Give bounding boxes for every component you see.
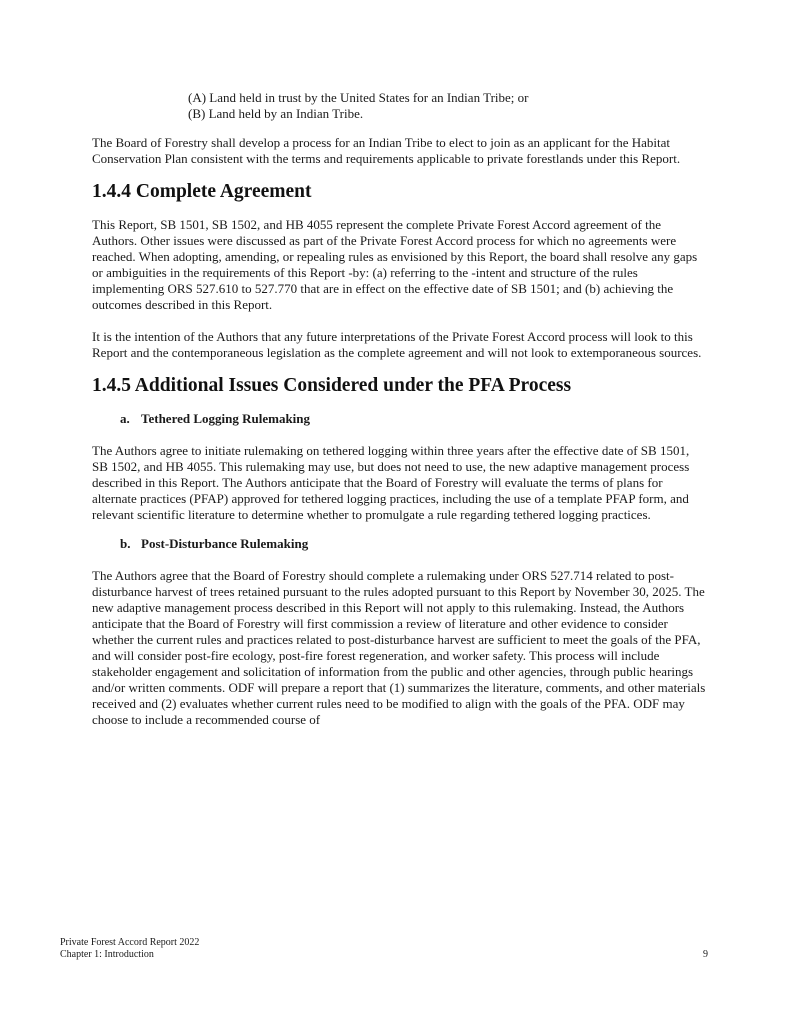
tethered-logging-paragraph: The Authors agree to initiate rulemaking on tethered logging within three years after the effective date of SB 1501, SB 1502, and HB 4055. This rulemaking may use, but does not need to use, the new adaptive management process described in this Report. The Authors anticipate that the Board of Forestry will evaluate the terms of plans for alternate practices (PFAP) approved for tethered logging practices, including the use of a template PFAP form, and relevant scientific literature to determine whether to promulgate a rule regarding tethered logging practices. (92, 443, 690, 522)
list-item: (A) Land held in trust by the United States for an Indian Tribe; or (188, 90, 529, 105)
subsection-letter: a. (120, 411, 130, 426)
document-page (92, 90, 708, 728)
page-number: 9 (703, 949, 708, 960)
complete-agreement-paragraph: This Report, SB 1501, SB 1502, and HB 4055 represent the complete Private Forest Accord agreement of the Authors. Other issues were discussed as part of the Private Forest Accord process for which no agreements were reached. When adopting, amending, or repealing rules as envisioned by this Report, the board shall resolve any gaps or ambiguities in the requirements of this Report -by: (a) referring to the -intent and structure of the rules implementing ORS 527.610 to 527.770 that are in effect on the effective date of SB 1501; and (b) achieving the outcomes described in this Report. (92, 217, 698, 312)
section-heading-additional-issues: 1.4.5 Additional Issues Considered under the PFA Process (92, 375, 572, 396)
list-item: (B) Land held by an Indian Tribe. (188, 106, 364, 121)
subsection-title: Post-Disturbance Rulemaking (141, 536, 309, 551)
section-heading-complete-agreement: 1.4.4 Complete Agreement (92, 181, 312, 202)
footer-report-title: Private Forest Accord Report 2022 (60, 937, 200, 948)
post-disturbance-paragraph: The Authors agree that the Board of Forestry should complete a rulemaking under ORS 527.714 related to post-disturbance harvest of trees retained pursuant to the rules adopted pursuant to this Report by November 30, 2025. The new adaptive management process described in this Report will not apply to this rulemaking. Instead, the Authors anticipate that the Board of Forestry will first commission a review of literature and other evidence to consider whether the current rules and practices related to post-disturbance harvest are sufficient to meet the goals of the PFA, and will consider post-fire ecology, post-fire forest regeneration, and worker safety. This process will include stakeholder engagement and solicitation of information from the public and other agencies, through public hearings and/or written comments. ODF will prepare a report that (1) summarizes the literature, comments, and other materials received and (2) evaluates whether current rules need to be modified to align with the goals of the PFA. ODF may choose to include a recommended course of (92, 568, 706, 727)
subsection-title: Tethered Logging Rulemaking (141, 411, 311, 426)
subsection-heading-post-disturbance (120, 536, 708, 552)
intro-paragraph: The Board of Forestry shall develop a process for an Indian Tribe to elect to join as an applicant for the Habitat Conservation Plan consistent with the terms and requirements applicable to private forestlands under this Report. (92, 135, 681, 166)
complete-agreement-paragraph: It is the intention of the Authors that any future interpretations of the Private Forest Accord process will look to this Report and the contemporaneous legislation as the complete agreement and will not look to extemporaneous sources. (92, 329, 702, 360)
subsection-heading-tethered-logging (120, 411, 708, 427)
subsection-letter: b. (120, 536, 131, 551)
page-footer (60, 937, 708, 961)
footer-chapter: Chapter 1: Introduction (60, 949, 154, 960)
